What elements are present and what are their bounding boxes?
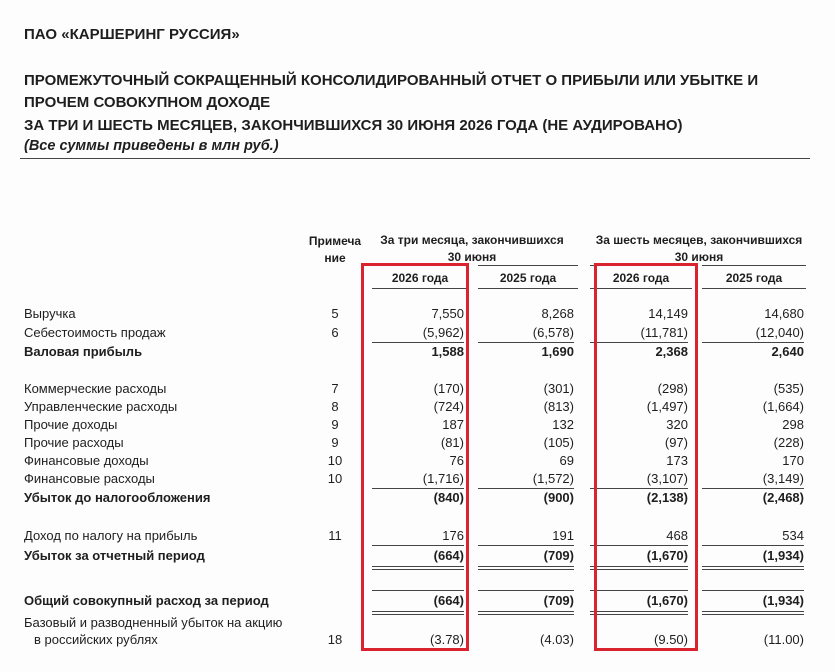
row-note: 6 (331, 325, 339, 340)
value-6m-2025: (2,468) (762, 490, 804, 505)
row-label: Управленческие расходы (24, 399, 178, 414)
row-label: Финансовые доходы (24, 453, 149, 468)
value-6m-2025: 14,680 (764, 306, 804, 321)
row-note: 7 (331, 381, 339, 396)
value-3m-2025: 132 (552, 417, 574, 432)
value-6m-2026: (1,497) (646, 399, 688, 414)
value-6m-2026: (3,107) (646, 471, 688, 486)
value-6m-2026: 468 (666, 528, 688, 543)
value-6m-2026: (1,670) (646, 593, 688, 608)
value-3m-2026: (3.78) (430, 632, 464, 647)
value-6m-2026: (298) (657, 381, 688, 396)
row-label: Убыток за отчетный период (24, 548, 205, 563)
value-6m-2025: (11.00) (763, 632, 804, 647)
year-header-3m-2025: 2025 года (478, 265, 578, 289)
three-months-header-line-1: За три месяца, закончившихся (380, 233, 564, 247)
report-period-line: ЗА ТРИ И ШЕСТЬ МЕСЯЦЕВ, ЗАКОНЧИВШИХСЯ 30 ИЮНЯ 2026 ГОДА (НЕ АУДИРОВАНО) (24, 117, 683, 134)
row-note: 9 (331, 435, 339, 450)
value-6m-2025: (1,934) (762, 593, 804, 608)
value-6m-2026: 2,368 (655, 344, 688, 359)
value-3m-2026: (5,962) (422, 325, 464, 340)
value-6m-2026: 320 (666, 417, 688, 432)
value-3m-2025: (105) (543, 435, 574, 450)
row-label: Доход по налогу на прибыль (24, 528, 198, 543)
value-3m-2026: (81) (440, 435, 464, 450)
value-3m-2026: (1,716) (422, 471, 464, 486)
double-underline (702, 566, 804, 567)
value-3m-2025: 1,690 (541, 344, 574, 359)
value-6m-2025: 170 (782, 453, 804, 468)
year-header-3m-2026: 2026 года (372, 265, 468, 289)
subtotal-line (478, 545, 574, 546)
value-6m-2026: 14,149 (648, 306, 688, 321)
value-3m-2026: 76 (449, 453, 464, 468)
subtotal-line (702, 590, 804, 591)
note-column-header (304, 233, 366, 267)
six-months-header-line-1: За шесть месяцев, закончившихся (595, 233, 803, 247)
value-3m-2025: 191 (552, 528, 574, 543)
row-label: Финансовые расходы (24, 471, 155, 486)
row-label: Прочие доходы (24, 417, 118, 432)
value-6m-2025: (12,040) (755, 325, 804, 340)
report-title-line-2: ПРОЧЕМ СОВОКУПНОМ ДОХОДЕ (24, 94, 271, 111)
row-label: в российских рублях (34, 632, 158, 647)
double-underline (478, 566, 574, 567)
value-3m-2025: (709) (543, 548, 574, 563)
value-6m-2026: (1,670) (646, 548, 688, 563)
value-6m-2025: (1,664) (762, 399, 804, 414)
row-label: Убыток до налогообложения (24, 490, 211, 505)
value-3m-2026: 7,550 (431, 306, 464, 321)
double-underline (702, 611, 804, 612)
value-3m-2025: (1,572) (532, 471, 574, 486)
report-title-line-1: ПРОМЕЖУТОЧНЫЙ СОКРАЩЕННЫЙ КОНСОЛИДИРОВАННЫЙ ОТЧЕТ О ПРИБЫЛИ ИЛИ УБЫТКЕ И (24, 72, 759, 89)
value-6m-2026: (11,781) (640, 325, 688, 340)
subtotal-line (478, 590, 574, 591)
double-underline (478, 569, 574, 570)
double-underline (478, 611, 574, 612)
row-note: 11 (328, 528, 342, 543)
row-label: Коммерческие расходы (24, 381, 167, 396)
value-3m-2026: (170) (433, 381, 464, 396)
units-note: (Все суммы приведены в млн руб.) (24, 138, 279, 154)
value-6m-2025: (1,934) (762, 548, 804, 563)
value-3m-2025: (6,578) (532, 325, 574, 340)
year-header-6m-2026: 2026 года (590, 265, 692, 289)
value-3m-2025: 69 (559, 453, 574, 468)
value-6m-2025: 298 (782, 417, 804, 432)
value-6m-2026: (97) (664, 435, 688, 450)
row-note: 18 (327, 632, 343, 647)
value-6m-2025: 2,640 (771, 344, 804, 359)
value-6m-2025: 534 (782, 528, 804, 543)
value-3m-2025: 8,268 (541, 306, 574, 321)
double-underline (702, 569, 804, 570)
row-label: Выручка (24, 306, 76, 321)
value-6m-2026: (2,138) (646, 490, 688, 505)
value-3m-2025: (709) (543, 593, 574, 608)
value-6m-2026: (9.50) (654, 632, 688, 647)
six-months-header (588, 232, 810, 266)
row-label: Валовая прибыль (24, 344, 143, 359)
value-6m-2025: (228) (773, 435, 804, 450)
note-header-line-1: Примеча (308, 234, 362, 248)
row-note: 9 (331, 417, 339, 432)
company-name: ПАО «КАРШЕРИНГ РУССИЯ» (24, 26, 240, 43)
six-months-header-line-2: 30 июня (674, 250, 724, 264)
value-3m-2025: (301) (543, 381, 574, 396)
value-3m-2025: (4.03) (540, 632, 574, 647)
value-3m-2026: (840) (433, 490, 464, 505)
three-months-header-line-2: 30 июня (447, 250, 497, 264)
row-label: Общий совокупный расход за период (24, 593, 269, 608)
row-note: 10 (327, 471, 343, 486)
value-6m-2026: 173 (666, 453, 688, 468)
three-months-header (372, 232, 572, 266)
value-6m-2025: (3,149) (762, 471, 804, 486)
value-3m-2026: (664) (433, 593, 464, 608)
highlight-box-3m-2026 (361, 263, 469, 651)
row-label: Прочие расходы (24, 435, 124, 450)
row-label: Базовый и разводненный убыток на акцию (24, 615, 283, 630)
subtotal-line (702, 545, 804, 546)
row-note: 5 (331, 306, 339, 321)
year-header-6m-2025: 2025 года (702, 265, 806, 289)
value-3m-2026: 176 (442, 528, 464, 543)
value-3m-2026: (664) (433, 548, 464, 563)
row-note: 8 (331, 399, 339, 414)
value-3m-2026: (724) (433, 399, 464, 414)
header-divider (20, 158, 810, 159)
value-3m-2025: (900) (543, 490, 574, 505)
row-note: 10 (327, 453, 343, 468)
value-3m-2025: (813) (543, 399, 574, 414)
note-header-line-2: ние (324, 251, 346, 265)
value-6m-2025: (535) (773, 381, 804, 396)
row-label: Себестоимость продаж (24, 325, 166, 340)
value-3m-2026: 1,588 (431, 344, 464, 359)
highlight-box-6m-2026 (594, 263, 698, 651)
value-3m-2026: 187 (442, 417, 464, 432)
